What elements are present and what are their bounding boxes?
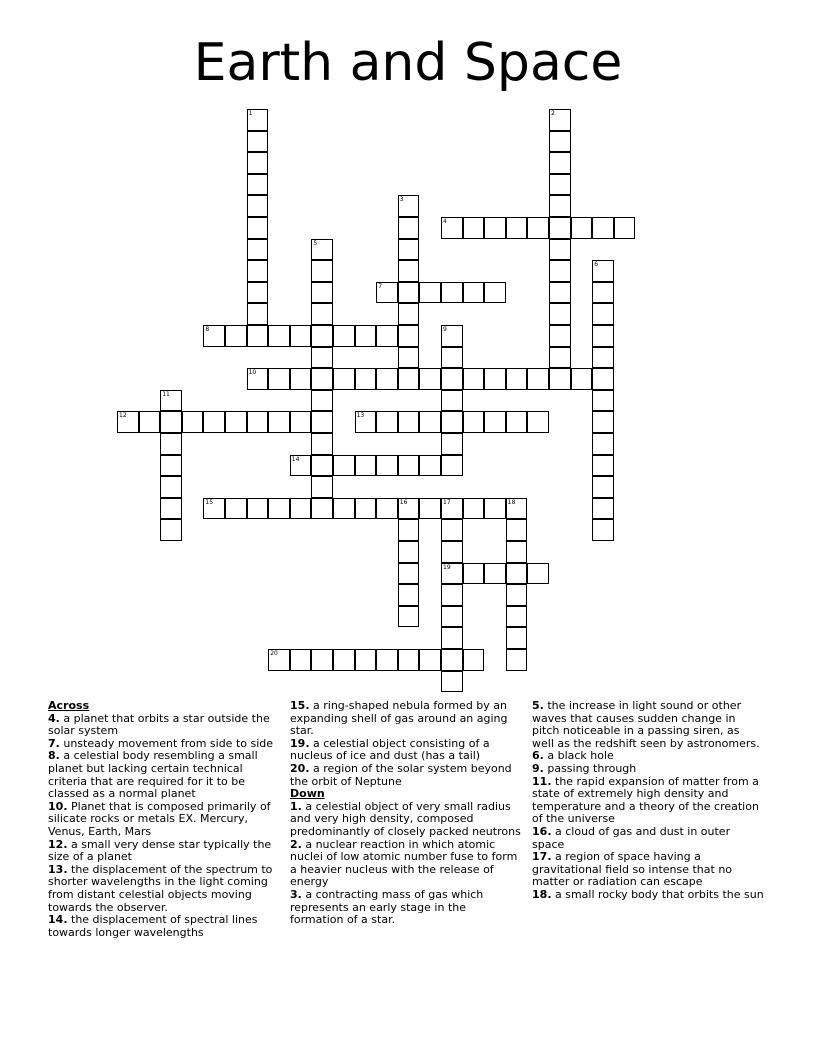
grid-cell[interactable] (441, 606, 463, 628)
grid-cell[interactable] (247, 131, 269, 153)
page-title: Earth and Space (193, 33, 623, 93)
grid-cell[interactable] (203, 325, 225, 347)
grid-cell[interactable] (398, 325, 420, 347)
clues-column-1 (48, 700, 280, 939)
grid-cell[interactable] (506, 368, 528, 390)
clue-number: 15 (205, 498, 214, 506)
clue-down-18: 18. a small rocky body that orbits the sun (532, 887, 764, 901)
grid-cell[interactable] (592, 347, 614, 369)
grid-cell[interactable] (592, 433, 614, 455)
grid-cell[interactable] (247, 109, 269, 131)
grid-cell[interactable] (549, 152, 571, 174)
grid-cell[interactable] (549, 325, 571, 347)
clue-down-2: 2. a nuclear reaction in which atomic nuclei of low atomic number fuse to form a heavier nucleus with the release of energy (290, 837, 518, 889)
grid-cell[interactable] (441, 498, 463, 520)
grid-cell[interactable] (592, 411, 614, 433)
grid-cell[interactable] (441, 519, 463, 541)
grid-cell[interactable] (419, 498, 441, 520)
grid-cell[interactable] (398, 584, 420, 606)
grid-cell[interactable] (311, 455, 333, 477)
grid-cell[interactable] (549, 109, 571, 131)
grid-cell[interactable] (571, 368, 593, 390)
grid-cell[interactable] (463, 498, 485, 520)
grid-cell[interactable] (333, 455, 355, 477)
grid-cell[interactable] (549, 239, 571, 261)
grid-cell[interactable] (441, 282, 463, 304)
grid-cell[interactable] (592, 282, 614, 304)
clue-number: 5 (313, 239, 318, 247)
grid-cell[interactable] (527, 563, 549, 585)
grid-cell[interactable] (268, 325, 290, 347)
grid-cell[interactable] (592, 217, 614, 239)
grid-cell[interactable] (419, 282, 441, 304)
grid-cell[interactable] (592, 476, 614, 498)
grid-cell[interactable] (203, 498, 225, 520)
grid-cell[interactable] (247, 260, 269, 282)
grid-cell[interactable] (355, 455, 377, 477)
grid-cell[interactable] (441, 455, 463, 477)
grid-cell[interactable] (549, 195, 571, 217)
grid-cell[interactable] (549, 260, 571, 282)
grid-cell[interactable] (311, 260, 333, 282)
grid-cell[interactable] (571, 217, 593, 239)
grid-cell[interactable] (398, 498, 420, 520)
grid-cell[interactable] (592, 519, 614, 541)
grid-cell[interactable] (376, 498, 398, 520)
grid-cell[interactable] (484, 411, 506, 433)
grid-cell[interactable] (441, 541, 463, 563)
down-heading: Down (290, 787, 325, 801)
grid-cell[interactable] (333, 325, 355, 347)
clue-number: 8 (205, 326, 210, 333)
grid-cell[interactable] (376, 455, 398, 477)
grid-cell[interactable] (463, 368, 485, 390)
clue-across-7: 7. unsteady movement from side to side (48, 736, 274, 750)
grid-cell[interactable] (549, 282, 571, 304)
grid-cell[interactable] (441, 563, 463, 585)
grid-cell[interactable] (398, 239, 420, 261)
grid-cell[interactable] (268, 368, 290, 390)
grid-cell[interactable] (527, 368, 549, 390)
grid-cell[interactable] (592, 455, 614, 477)
grid-cell[interactable] (506, 519, 528, 541)
grid-cell[interactable] (333, 368, 355, 390)
grid-cell[interactable] (463, 217, 485, 239)
grid-cell[interactable] (311, 390, 333, 412)
grid-cell[interactable] (311, 325, 333, 347)
grid-cell[interactable] (268, 498, 290, 520)
grid-cell[interactable] (225, 411, 247, 433)
clue-across-13: 13. the displacement of the spectrum to shorter wavelengths in the light coming from distant celestial objects moving towards the observer. (48, 862, 273, 914)
grid-cell[interactable] (376, 411, 398, 433)
grid-cell[interactable] (419, 368, 441, 390)
grid-cell[interactable] (203, 411, 225, 433)
clue-down-6: 6. a black hole (532, 749, 614, 763)
grid-cell[interactable] (549, 174, 571, 196)
grid-cell[interactable] (484, 563, 506, 585)
grid-cell[interactable] (506, 606, 528, 628)
grid-cell[interactable] (311, 303, 333, 325)
grid-cell[interactable] (441, 390, 463, 412)
grid-cell[interactable] (398, 282, 420, 304)
grid-cell[interactable] (376, 282, 398, 304)
clue-number: 2 (551, 110, 555, 117)
grid-cell[interactable] (376, 649, 398, 671)
grid-cell[interactable] (355, 649, 377, 671)
grid-cell[interactable] (441, 433, 463, 455)
grid-cell[interactable] (441, 217, 463, 239)
grid-cell[interactable] (441, 347, 463, 369)
grid-cell[interactable] (247, 152, 269, 174)
grid-cell[interactable] (311, 239, 333, 261)
grid-cell[interactable] (419, 411, 441, 433)
grid-cell[interactable] (463, 282, 485, 304)
clue-number: 13 (356, 412, 365, 420)
grid-cell[interactable] (247, 498, 269, 520)
clue-across-15: 15. a ring-shaped nebula formed by an expanding shell of gas around an aging star. (290, 699, 508, 738)
grid-cell[interactable] (398, 563, 420, 585)
grid-cell[interactable] (355, 325, 377, 347)
grid-cell[interactable] (355, 411, 377, 433)
grid-cell[interactable] (247, 303, 269, 325)
grid-cell[interactable] (441, 649, 463, 671)
grid-cell[interactable] (311, 347, 333, 369)
grid-cell[interactable] (484, 498, 506, 520)
grid-cell[interactable] (549, 368, 571, 390)
grid-cell[interactable] (398, 606, 420, 628)
grid-cell[interactable] (506, 649, 528, 671)
grid-cell[interactable] (463, 563, 485, 585)
grid-cell[interactable] (441, 368, 463, 390)
grid-cell[interactable] (419, 649, 441, 671)
clue-number: 6 (594, 261, 599, 269)
clue-number: 19 (443, 563, 451, 571)
clue-number: 3 (399, 196, 404, 204)
clue-across-8: 8. a celestial body resembling a small planet but lacking certain technical criteria that are required for it to be classed as a normal planet (48, 749, 258, 801)
clue-number: 12 (119, 412, 127, 420)
grid-cell[interactable] (311, 433, 333, 455)
grid-cell[interactable] (398, 260, 420, 282)
grid-cell[interactable] (225, 325, 247, 347)
clue-across-20: 20. a region of the solar system beyond the orbit of Neptune (290, 761, 512, 788)
grid-cell[interactable] (549, 131, 571, 153)
grid-cell[interactable] (160, 519, 182, 541)
clue-number: 14 (291, 455, 300, 463)
grid-cell[interactable] (160, 498, 182, 520)
grid-cell[interactable] (160, 433, 182, 455)
grid-cell[interactable] (592, 303, 614, 325)
grid-cell[interactable] (506, 627, 528, 649)
grid-cell[interactable] (160, 476, 182, 498)
grid-cell[interactable] (247, 325, 269, 347)
grid-cell[interactable] (463, 411, 485, 433)
grid-cell[interactable] (398, 217, 420, 239)
clue-down-5: 5. the increase in light sound or other waves that causes sudden change in pitch noticeable in a passing siren, as well as the redshift seen by astronomers. (532, 699, 760, 750)
clue-across-19: 19. a celestial object consisting of a nucleus of ice and dust (has a tail) (290, 736, 490, 763)
grid-cell[interactable] (549, 217, 571, 239)
grid-cell[interactable] (398, 347, 420, 369)
grid-cell[interactable] (311, 368, 333, 390)
grid-cell[interactable] (592, 368, 614, 390)
grid-cell[interactable] (506, 498, 528, 520)
clue-down-16: 16. a cloud of gas and dust in outer space (532, 824, 731, 851)
grid-cell[interactable] (247, 282, 269, 304)
grid-cell[interactable] (139, 411, 161, 433)
clue-across-10: 10. Planet that is composed primarily of silicate rocks or metals EX. Mercury, Venus, Earth, Mars (48, 799, 271, 838)
grid-cell[interactable] (268, 411, 290, 433)
grid-cell[interactable] (160, 390, 182, 412)
clues-column-2 (290, 700, 522, 927)
grid-cell[interactable] (311, 411, 333, 433)
clue-number: 1 (248, 110, 253, 117)
clue-across-4: 4. a planet that orbits a star outside the solar system (48, 711, 270, 738)
grid-cell[interactable] (398, 649, 420, 671)
grid-cell[interactable] (117, 411, 139, 433)
grid-cell[interactable] (376, 325, 398, 347)
clue-number: 11 (162, 390, 170, 398)
grid-cell[interactable] (484, 282, 506, 304)
grid-cell[interactable] (549, 347, 571, 369)
clue-down-17: 17. a region of space having a gravitational field so intense that no matter or radiation can escape (532, 850, 733, 889)
grid-cell[interactable] (398, 303, 420, 325)
clue-number: 10 (248, 369, 257, 377)
grid-cell[interactable] (592, 390, 614, 412)
grid-cell[interactable] (506, 584, 528, 606)
grid-cell[interactable] (398, 411, 420, 433)
grid-cell[interactable] (527, 411, 549, 433)
clue-down-1: 1. a celestial object of very small radius and very high density, composed predominantly of closely packed neutrons (290, 799, 521, 838)
grid-cell[interactable] (290, 325, 312, 347)
grid-cell[interactable] (398, 368, 420, 390)
clue-down-3: 3. a contracting mass of gas which represents an early stage in the formation of a star. (290, 887, 484, 927)
grid-cell[interactable] (268, 649, 290, 671)
clue-across-14: 14. the displacement of spectral lines towards longer wavelengths (48, 913, 258, 939)
grid-cell[interactable] (290, 649, 312, 671)
grid-cell[interactable] (355, 368, 377, 390)
grid-cell[interactable] (376, 368, 398, 390)
grid-cell[interactable] (441, 584, 463, 606)
clue-down-9: 9. passing through (532, 761, 637, 775)
across-heading: Across (48, 699, 90, 712)
grid-cell[interactable] (225, 498, 247, 520)
grid-cell[interactable] (160, 411, 182, 433)
grid-cell[interactable] (290, 498, 312, 520)
grid-cell[interactable] (441, 671, 463, 693)
grid-cell[interactable] (311, 282, 333, 304)
grid-cell[interactable] (506, 563, 528, 585)
clue-number: 4 (443, 218, 447, 225)
grid-cell[interactable] (247, 217, 269, 239)
clue-number: 16 (399, 498, 408, 506)
clue-across-12: 12. a small very dense star typically the size of a planet (48, 837, 272, 864)
grid-cell[interactable] (484, 217, 506, 239)
grid-cell[interactable] (247, 368, 269, 390)
grid-cell[interactable] (182, 411, 204, 433)
clue-number: 17 (443, 498, 451, 506)
grid-cell[interactable] (398, 541, 420, 563)
grid-cell[interactable] (463, 649, 485, 671)
grid-cell[interactable] (311, 476, 333, 498)
grid-cell[interactable] (247, 411, 269, 433)
grid-cell[interactable] (441, 411, 463, 433)
clue-number: 20 (270, 650, 278, 657)
grid-cell[interactable] (592, 498, 614, 520)
grid-cell[interactable] (506, 541, 528, 563)
grid-cell[interactable] (311, 649, 333, 671)
grid-cell[interactable] (398, 195, 420, 217)
clue-number: 9 (443, 326, 447, 333)
grid-cell[interactable] (311, 498, 333, 520)
grid-cell[interactable] (247, 239, 269, 261)
grid-cell[interactable] (419, 455, 441, 477)
grid-cell[interactable] (592, 260, 614, 282)
grid-cell[interactable] (398, 519, 420, 541)
clue-down-11: 11. the rapid expansion of matter from a state of extremely high density and temperature and a theory of the creation of the universe (532, 774, 759, 826)
grid-cell[interactable] (333, 649, 355, 671)
grid-cell[interactable] (592, 325, 614, 347)
grid-cell[interactable] (549, 303, 571, 325)
clue-number: 18 (507, 498, 516, 506)
grid-cell[interactable] (290, 455, 312, 477)
grid-cell[interactable] (290, 411, 312, 433)
clue-number: 7 (378, 282, 383, 290)
grid-cell[interactable] (333, 498, 355, 520)
grid-cell[interactable] (506, 411, 528, 433)
grid-cell[interactable] (355, 498, 377, 520)
grid-cell[interactable] (441, 627, 463, 649)
grid-cell[interactable] (614, 217, 636, 239)
grid-cell[interactable] (247, 174, 269, 196)
clues-column-3 (532, 700, 764, 902)
grid-cell[interactable] (160, 455, 182, 477)
grid-cell[interactable] (527, 217, 549, 239)
grid-cell[interactable] (398, 455, 420, 477)
grid-cell[interactable] (247, 195, 269, 217)
grid-cell[interactable] (484, 368, 506, 390)
grid-cell[interactable] (506, 217, 528, 239)
grid-cell[interactable] (441, 325, 463, 347)
grid-cell[interactable] (290, 368, 312, 390)
